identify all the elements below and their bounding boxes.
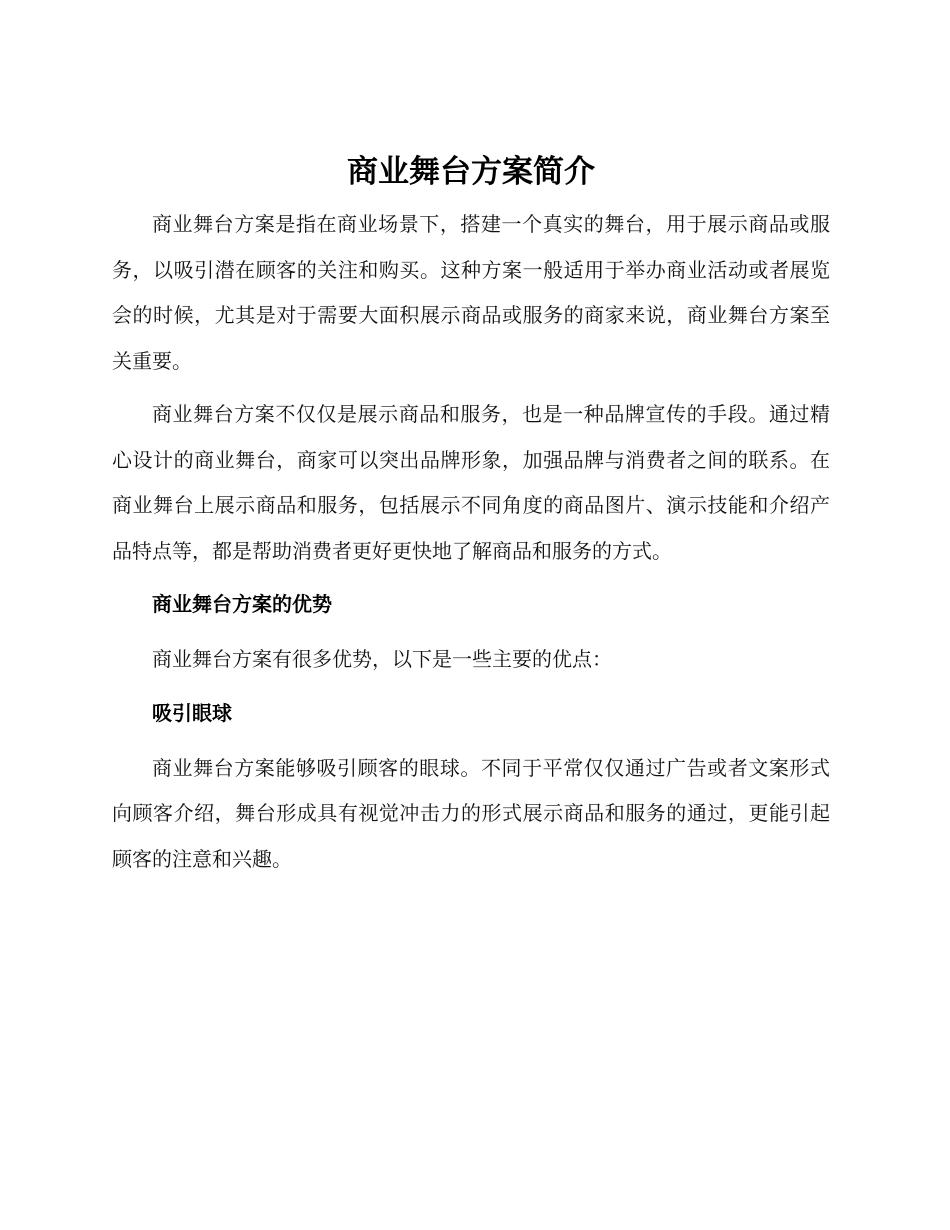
section-heading-advantages: 商业舞台方案的优势 [152, 592, 332, 616]
document-title: 商业舞台方案简介 [347, 154, 595, 190]
document-page [112, 150, 830, 890]
paragraph-advantages-intro: 商业舞台方案有很多优势，以下是一些主要的优点： [152, 647, 612, 671]
paragraph-intro: 商业舞台方案是指在商业场景下，搭建一个真实的舞台，用于展示商品或服务，以吸引潜在顾客的关注和购买。这种方案一般适用于举办商业活动或者展览会的时候，尤其是对于需要大面积展示商品或服务的商家来说，商业舞台方案至关重要。 [112, 212, 830, 373]
paragraph-eye-catching: 商业舞台方案能够吸引顾客的眼球。不同于平常仅仅通过广告或者文案形式向顾客介绍，舞台形成具有视觉冲击力的形式展示商品和服务的通过，更能引起顾客的注意和兴趣。 [112, 755, 830, 871]
section-heading-eye-catching: 吸引眼球 [152, 700, 232, 725]
paragraph-branding: 商业舞台方案不仅仅是展示商品和服务，也是一种品牌宣传的手段。通过精心设计的商业舞台，商家可以突出品牌形象，加强品牌与消费者之间的联系。在商业舞台上展示商品和服务，包括展示不同角度的商品图片、演示技能和介绍产品特点等，都是帮助消费者更好更快地了解商品和服务的方式。 [112, 402, 830, 563]
